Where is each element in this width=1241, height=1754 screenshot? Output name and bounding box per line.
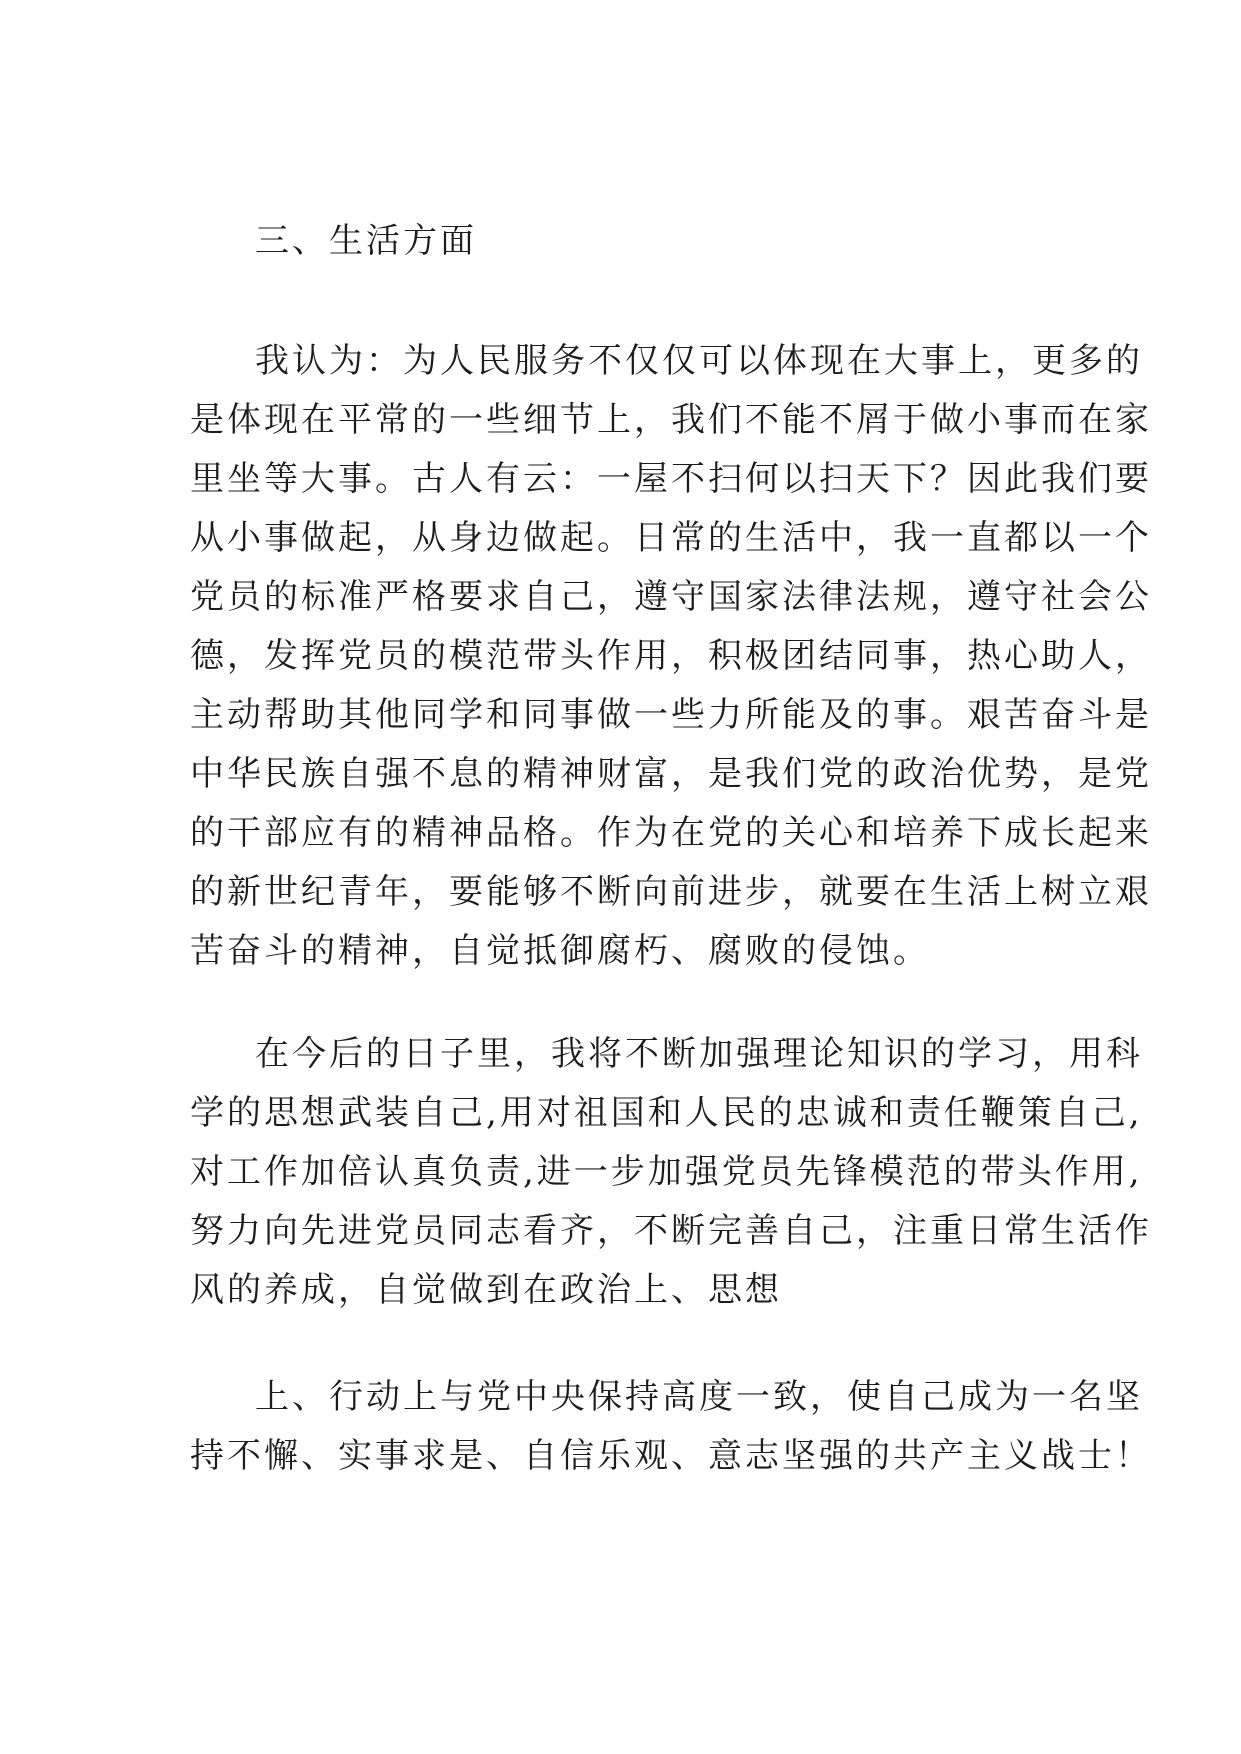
paragraph-line: 是体现在平常的一些细节上，我们不能不屑于做小事而在家 (190, 400, 1152, 440)
paragraph-line: 在今后的日子里，我将不断加强理论知识的学习，用科 (255, 1034, 1143, 1074)
paragraph-line: 中华民族自强不息的精神财富，是我们党的政治优势，是党 (190, 754, 1152, 794)
paragraph-line: 苦奋斗的精神，自觉抵御腐朽、腐败的侵蚀。 (190, 931, 930, 971)
paragraph-line: 的新世纪青年，要能够不断向前进步，就要在生活上树立艰 (190, 872, 1152, 912)
paragraph-line: 持不懈、实事求是、自信乐观、意志坚强的共产主义战士！ (190, 1436, 1152, 1476)
paragraph-line: 上、行动上与党中央保持高度一致，使自己成为一名坚 (255, 1377, 1143, 1417)
paragraph-line: 德，发挥党员的模范带头作用，积极团结同事，热心助人， (190, 636, 1152, 676)
paragraph-2 (190, 1025, 1152, 1320)
paragraph-line: 主动帮助其他同学和同事做一些力所能及的事。艰苦奋斗是 (190, 695, 1152, 735)
paragraph-line: 风的养成，自觉做到在政治上、思想 (190, 1270, 782, 1310)
paragraph-line: 的干部应有的精神品格。作为在党的关心和培养下成长起来 (190, 813, 1152, 853)
paragraph-line: 从小事做起，从身边做起。日常的生活中，我一直都以一个 (190, 518, 1152, 558)
paragraph-line: 党员的标准严格要求自己，遵守国家法律法规，遵守社会公 (190, 577, 1152, 617)
paragraph-line: 学的思想武装自己,用对祖国和人民的忠诚和责任鞭策自己, (190, 1093, 1143, 1133)
paragraph-line: 里坐等大事。古人有云：一屋不扫何以扫天下？因此我们要 (190, 459, 1152, 499)
paragraph-1 (190, 332, 1152, 981)
paragraph-line: 对工作加倍认真负责,进一步加强党员先锋模范的带头作用, (190, 1152, 1143, 1192)
paragraph-3 (190, 1368, 1152, 1486)
heading-text: 三、生活方面 (255, 221, 477, 261)
paragraph-line: 努力向先进党员同志看齐，不断完善自己，注重日常生活作 (190, 1211, 1152, 1251)
paragraph-line: 我认为：为人民服务不仅仅可以体现在大事上，更多的 (255, 341, 1143, 381)
section-heading (190, 212, 1060, 271)
